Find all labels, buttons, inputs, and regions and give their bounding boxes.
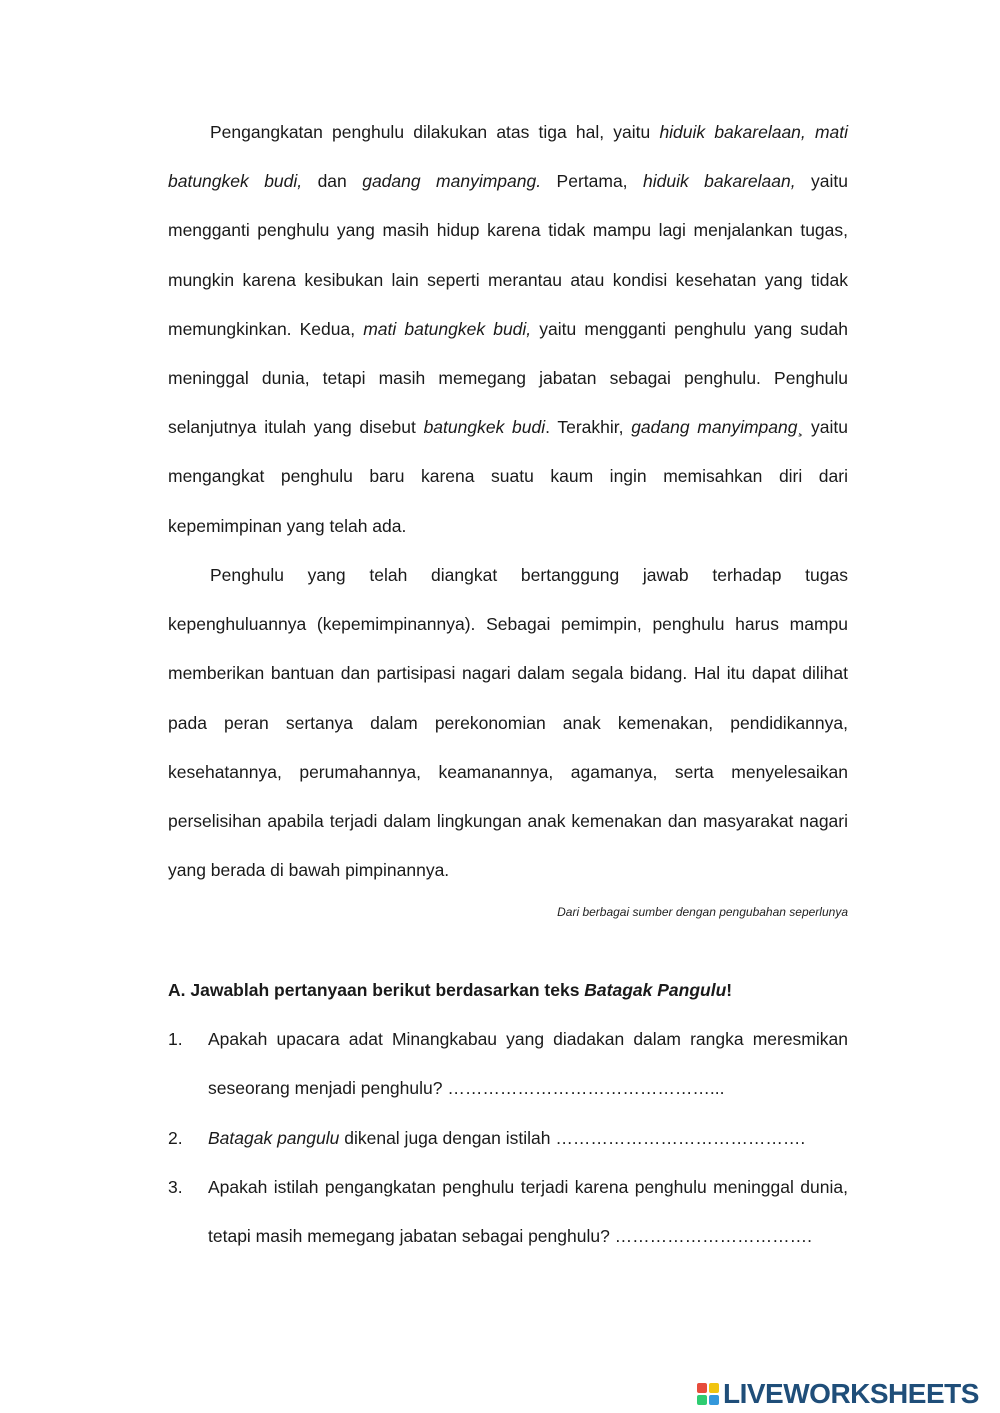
question-number: 3. xyxy=(168,1177,183,1197)
question-text: Apakah upacara adat Minangkabau yang diadakan dalam rangka meresmikan seseorang menjadi penghulu? ………………………………………... xyxy=(208,1029,848,1099)
section-heading: A. Jawablah pertanyaan berikut berdasarkan teks Batagak Pangulu! xyxy=(168,980,733,1000)
question-2 xyxy=(168,1114,848,1163)
paragraph-1: Pengangkatan penghulu dilakukan atas tiga hal, yaitu hiduik bakarelaan, mati batungkek budi, dan gadang manyimpang. Pertama, hiduik bakarelaan, yaitu mengganti penghulu yang masih hidup karena tidak mampu lagi menjalankan tugas, mungkin karena kesibukan lain seperti merantau atau kondisi kesehatan yang tidak memungkinkan. Kedua, mati batungkek budi, yaitu mengganti penghulu yang sudah meninggal dunia, tetapi masih memegang jabatan sebagai penghulu. Penghulu selanjutnya itulah yang disebut batungkek budi. Terakhir, gadang manyimpang¸ yaitu mengangkat penghulu baru karena suatu kaum ingin memisahkan diri dari kepemimpinan yang telah ada. xyxy=(168,122,849,536)
question-number: 2. xyxy=(168,1128,183,1148)
brand-name: LIVEWORKSHEETS xyxy=(723,1378,979,1409)
liveworksheets-logo xyxy=(697,1378,979,1410)
paragraph-2: Penghulu yang telah diangkat bertanggung jawab terhadap tugas kepenghuluannya (kepemimpinannya). Sebagai pemimpin, penghulu harus mampu memberikan bantuan dan partisipasi nagari dalam segala bidang. Hal itu dapat dilihat pada peran sertanya dalam perekonomian anak kemenakan, pendidikannya, kesehatannya, perumahannya, keamanannya, agamanya, serta menyelesaikan perselisihan apabila terjadi dalam lingkungan anak kemenakan dan masyarakat nagari yang berada di bawah pimpinannya. xyxy=(168,565,848,881)
liveworksheets-logo-icon xyxy=(697,1383,719,1405)
question-3 xyxy=(168,1163,848,1261)
source-note: Dari berbagai sumber dengan pengubahan seperlunya xyxy=(557,905,848,919)
question-number: 1. xyxy=(168,1029,183,1049)
question-1 xyxy=(168,1015,848,1113)
question-text: Apakah istilah pengangkatan penghulu terjadi karena penghulu meninggal dunia, tetapi masih memegang jabatan sebagai penghulu? ……………………………. xyxy=(208,1177,848,1247)
question-text: Batagak pangulu dikenal juga dengan istilah ……………………………………. xyxy=(208,1128,806,1148)
